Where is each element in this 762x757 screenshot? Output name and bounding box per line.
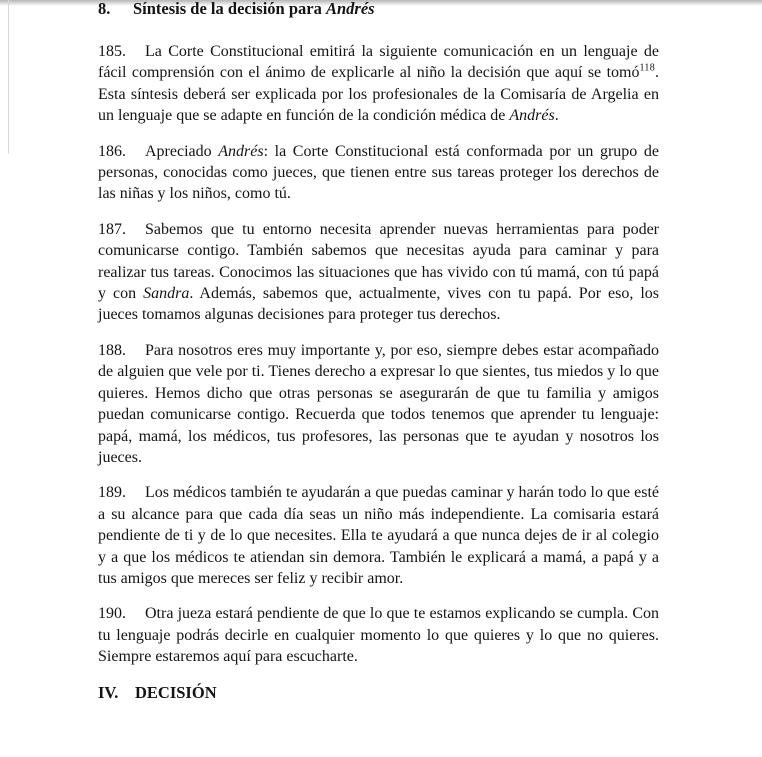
paragraph-188-number: 188. [98, 341, 126, 359]
paragraph-189-number: 189. [98, 484, 126, 502]
paragraph-185-text: La Corte Constitucional emitirá la siguiente comunicación en un lenguaje de fácil comprensión con el ánimo de explicarle al niño la decisión que aquí se tomó$^{118}$. Esta síntesis deberá ser explicada por los profesionales de la Comisaría de Argelia en un lenguaje que se adapte en función de la condición médica de Andrés. [98, 43, 659, 125]
paragraph-188 [98, 340, 659, 468]
section-8-number: 8. [98, 0, 111, 18]
page-left-border [8, 0, 9, 154]
section-iv-number: IV. [98, 682, 119, 702]
paragraph-189-text: Los médicos también te ayudarán a que puedas caminar y harán todo lo que esté a su alcance para que cada día seas un niño más independiente. La comisaria estará pendiente de ti y de lo que necesites. Ella te ayudará a que nunca dejes de ir al colegio y a que los médicos te atiendan sin demora. También le explicará a mamá, a papá y a tus amigos que mereces ser feliz y recibir amor. [98, 484, 659, 587]
paragraph-185 [98, 41, 659, 127]
paragraph-189 [98, 482, 659, 589]
paragraph-187-number: 187. [98, 220, 126, 238]
paragraph-187-text: Sabemos que tu entorno necesita aprender nuevas herramientas para poder comunicarse contigo. También sabemos que necesitas ayuda para caminar y para realizar tus tareas. Conocimos las situaciones que has vivido con tú mamá, con tú papá y con Sandra. Además, sabemos que, actualmente, vives con tu papá. Por eso, los jueces tomamos algunas decisiones para proteger tus derechos. [98, 220, 659, 324]
section-8-title-text: Síntesis de la decisión para [133, 0, 326, 18]
document-content [98, 0, 659, 704]
section-iv-title: DECISIÓN [135, 682, 217, 702]
pseudonym-andres: Andrés [325, 0, 375, 18]
paragraph-186-text: Apreciado Andrés: la Corte Constitucional está conformada por un grupo de personas, conocidas como jueces, que tienen entre sus tareas proteger los derechos de las niñas y los niños, como tú. [98, 142, 659, 203]
paragraph-190 [98, 603, 659, 667]
paragraph-186 [98, 141, 659, 205]
section-8-title [133, 0, 375, 18]
paragraph-188-text: Para nosotros eres muy importante y, por eso, siempre debes estar acompañado de alguien que vele por ti. Tienes derecho a expresar lo que sientes, tus miedos y lo que quieres. Hemos dicho que otras personas se asegurarán de que tu familia y amigos puedan comunicarse contigo. Recuerda que todos tenemos que aprender tu lenguaje: papá, mamá, los médicos, tus profesores, las personas que te ayudan y nosotros los jueces. [98, 341, 659, 466]
paragraph-187 [98, 219, 659, 326]
paragraph-185-number: 185. [98, 43, 126, 60]
paragraph-190-number: 190. [98, 605, 126, 623]
section-heading-8 [98, 0, 659, 20]
paragraph-190-text: Otra jueza estará pendiente de que lo que te estamos explicando se cumpla. Con tu lenguaje podrás decirle en cualquier momento lo que quieres y lo que no quieres. Siempre estaremos aquí para escucharte. [98, 605, 659, 666]
section-heading-iv [98, 682, 659, 704]
paragraph-186-number: 186. [98, 142, 126, 160]
